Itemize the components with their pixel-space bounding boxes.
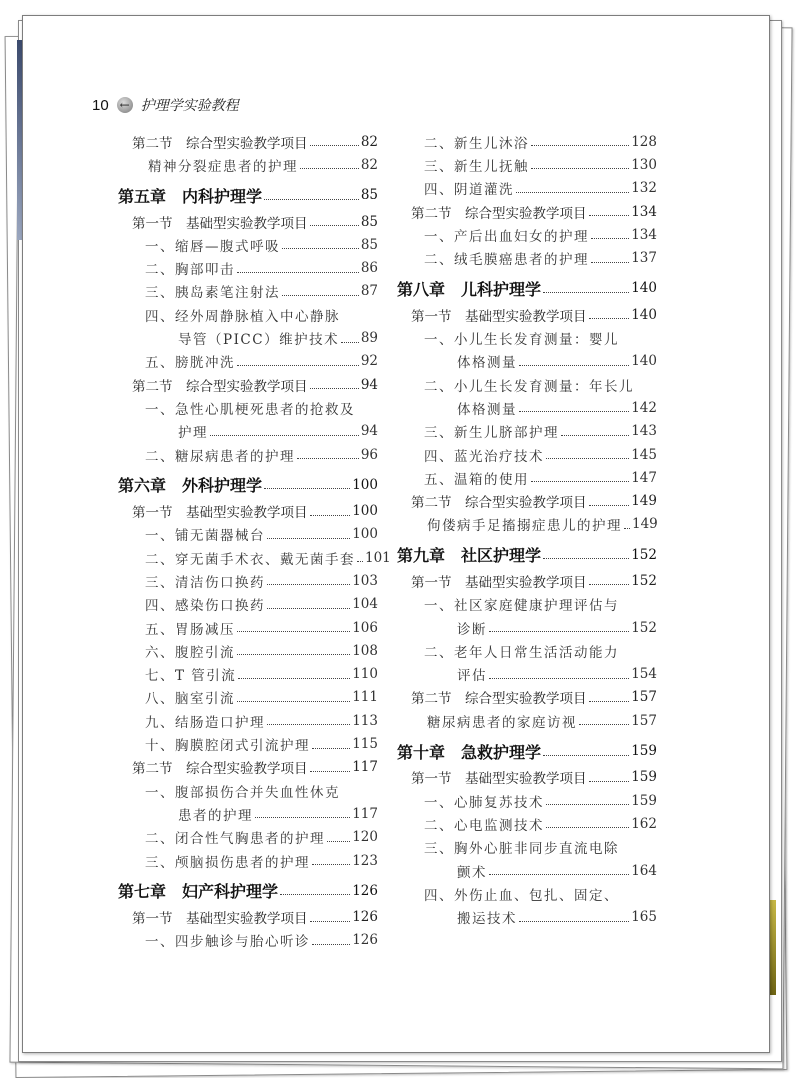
toc-item-entry[interactable] (118, 779, 378, 802)
toc-entry-page: 85 (360, 213, 378, 230)
toc-entry-page: 142 (631, 399, 657, 416)
toc-entry-title: 二、心电监测技术 (424, 817, 544, 834)
toc-entry-page: 106 (352, 619, 378, 636)
toc-item-entry[interactable] (397, 177, 657, 200)
toc-chapter-entry[interactable] (118, 473, 378, 496)
toc-column-left (118, 130, 391, 952)
dot-leader (591, 262, 629, 263)
toc-item-entry[interactable] (118, 396, 378, 419)
toc-item-entry[interactable] (118, 523, 378, 546)
dot-leader (589, 318, 630, 319)
toc-entry-page: 87 (360, 283, 378, 300)
toc-cont-entry[interactable] (118, 326, 378, 349)
dot-leader (237, 272, 359, 273)
toc-entry-title: 十、胸膜腔闭式引流护理 (145, 738, 310, 755)
toc-item-entry[interactable] (397, 420, 657, 443)
toc-item-entry[interactable] (118, 663, 378, 686)
toc-entry-page: 103 (352, 572, 378, 589)
dot-leader (267, 538, 350, 539)
toc-entry-page: 115 (352, 736, 378, 753)
toc-entry-title: 二、绒毛膜癌患者的护理 (424, 252, 589, 269)
toc-entry-title: 五、温箱的使用 (424, 471, 529, 488)
toc-entry-page: 117 (352, 759, 378, 776)
toc-entry-page: 149 (631, 493, 657, 510)
toc-entry-title: 四、感染伤口换药 (145, 598, 265, 615)
arrow-left-icon[interactable]: ← (117, 97, 133, 113)
toc-entry-title: 搬运技术 (457, 911, 517, 928)
toc-item-entry[interactable] (397, 326, 657, 349)
toc-entry-title: 二、胸部叩击 (145, 262, 235, 279)
toc-entry-title: 四、经外周静脉植入中心静脉 (145, 308, 340, 325)
dot-leader (531, 145, 629, 146)
toc-entry-title: 第一节 基础型实验教学项目 (411, 308, 587, 325)
toc-entry-title: 一、小儿生长发育测量：婴儿 (424, 332, 619, 349)
toc-chapter-entry[interactable] (397, 739, 657, 762)
toc-entry-page: 157 (631, 712, 657, 729)
toc-entry-title: 四、蓝光治疗技术 (424, 448, 544, 465)
toc-item-entry[interactable] (397, 639, 657, 662)
dot-leader (238, 678, 350, 679)
toc-entry-title: 一、四步触诊与胎心听诊 (145, 934, 310, 951)
toc-entry-page: 86 (360, 260, 378, 277)
dot-leader (579, 724, 629, 725)
toc-entry-page: 101 (365, 549, 391, 566)
toc-entry-title: 颤术 (457, 864, 487, 881)
toc-entry-title: 三、新生儿抚触 (424, 158, 529, 175)
toc-entry-title: 佝偻病手足搐搦症患儿的护理 (427, 518, 622, 535)
toc-entry-page: 140 (631, 353, 657, 370)
toc-item-entry[interactable] (397, 593, 657, 616)
toc-entry-page: 132 (631, 180, 657, 197)
toc-entry-title: 三、胸外心脏非同步直流电除 (424, 841, 619, 858)
toc-item-entry[interactable] (118, 929, 378, 952)
toc-sub-entry[interactable] (118, 153, 378, 176)
toc-entry-title: 第八章 儿科护理学 (397, 279, 542, 299)
dot-leader (489, 631, 629, 632)
dot-leader (519, 411, 629, 412)
dot-leader (546, 458, 629, 459)
toc-entry-page: 96 (360, 446, 378, 463)
toc-cont-entry[interactable] (397, 906, 657, 929)
toc-chapter-entry[interactable] (397, 543, 657, 566)
dot-leader (357, 561, 363, 562)
toc-entry-title: 评估 (457, 668, 487, 685)
toc-entry-title: 第二节 综合型实验教学项目 (132, 761, 308, 778)
toc-entry-title: 二、糖尿病患者的护理 (145, 448, 295, 465)
toc-item-entry[interactable] (397, 223, 657, 246)
dot-leader (267, 724, 350, 725)
toc-entry-title: 体格测量 (457, 355, 517, 372)
dot-leader (267, 608, 350, 609)
toc-entry-title: 二、老年人日常生活活动能力 (424, 644, 619, 661)
toc-entry-title: 第二节 综合型实验教学项目 (132, 378, 308, 395)
toc-entry-page: 94 (360, 423, 378, 440)
toc-entry-page: 89 (360, 330, 378, 347)
toc-section-entry[interactable] (397, 200, 657, 223)
toc-item-entry[interactable] (397, 812, 657, 835)
toc-entry-title: 一、急性心肌梗死患者的抢救及 (145, 401, 355, 418)
toc-entry-page: 117 (352, 805, 378, 822)
toc-entry-title: 三、清洁伤口换药 (145, 574, 265, 591)
toc-entry-page: 111 (352, 689, 378, 706)
toc-cont-entry[interactable] (118, 420, 378, 443)
toc-item-entry[interactable] (397, 789, 657, 812)
toc-entry-page: 113 (352, 712, 378, 729)
toc-sub-entry[interactable] (397, 709, 657, 732)
dot-leader (624, 528, 630, 529)
toc-entry-page: 126 (352, 882, 378, 899)
toc-section-entry[interactable] (118, 906, 378, 929)
toc-item-entry[interactable] (397, 882, 657, 905)
toc-entry-title: 护理 (178, 425, 208, 442)
toc-section-entry[interactable] (118, 210, 378, 233)
page-number: 10 (92, 96, 109, 114)
toc-entry-page: 134 (631, 203, 657, 220)
toc-entry-page: 134 (631, 226, 657, 243)
toc-entry-title: 一、产后出血妇女的护理 (424, 228, 589, 245)
toc-entry-title: 三、新生儿脐部护理 (424, 425, 559, 442)
dot-leader (267, 584, 350, 585)
toc-entry-page: 140 (631, 280, 657, 297)
dot-leader (280, 894, 350, 895)
toc-entry-page: 120 (352, 829, 378, 846)
toc-entry-title: 四、阴道灌洗 (424, 182, 514, 199)
toc-entry-page: 123 (352, 852, 378, 869)
dot-leader (310, 771, 351, 772)
dot-leader (237, 654, 350, 655)
toc-entry-page: 104 (352, 596, 378, 613)
toc-entry-page: 110 (352, 666, 378, 683)
dot-leader (516, 192, 629, 193)
dot-leader (589, 584, 630, 585)
toc-entry-title: 二、穿无菌手术衣、戴无菌手套 (145, 551, 355, 568)
toc-entry-page: 130 (631, 156, 657, 173)
toc-entry-page: 147 (631, 469, 657, 486)
toc-entry-title: 七、T 管引流 (145, 668, 237, 685)
toc-entry-page: 92 (360, 353, 378, 370)
toc-entry-title: 三、胰岛素笔注射法 (145, 285, 280, 302)
toc-item-entry[interactable] (397, 246, 657, 269)
toc-entry-page: 100 (352, 526, 378, 543)
toc-entry-page: 100 (352, 476, 378, 493)
toc-entry-title: 第一节 基础型实验教学项目 (411, 771, 587, 788)
toc-entry-title: 第一节 基础型实验教学项目 (132, 215, 308, 232)
toc-entry-page: 126 (352, 909, 378, 926)
toc-entry-page: 82 (360, 156, 378, 173)
toc-section-entry[interactable] (118, 499, 378, 522)
dot-leader (546, 827, 629, 828)
dot-leader (237, 365, 359, 366)
dot-leader (543, 558, 629, 559)
toc-entry-title: 第一节 基础型实验教学项目 (132, 505, 308, 522)
toc-entry-title: 六、腹腔引流 (145, 644, 235, 661)
dot-leader (589, 505, 630, 506)
toc-section-entry[interactable] (397, 686, 657, 709)
dot-leader (264, 199, 359, 200)
dot-leader (546, 804, 629, 805)
dot-leader (310, 921, 351, 922)
dot-leader (264, 488, 350, 489)
toc-cont-entry[interactable] (397, 616, 657, 639)
toc-chapter-entry[interactable] (118, 184, 378, 207)
toc-entry-title: 患者的护理 (178, 807, 253, 824)
dot-leader (297, 458, 359, 459)
dot-leader (543, 755, 629, 756)
dot-leader (489, 678, 629, 679)
toc-entry-page: 128 (631, 133, 657, 150)
toc-item-entry[interactable] (118, 639, 378, 662)
toc-entry-title: 第十章 急救护理学 (397, 742, 542, 762)
dot-leader (589, 701, 630, 702)
toc-item-entry[interactable] (118, 350, 378, 373)
toc-entry-page: 85 (360, 187, 378, 204)
toc-entry-title: 四、外伤止血、包扎、固定、 (424, 887, 619, 904)
dot-leader (591, 238, 629, 239)
toc-entry-page: 154 (631, 666, 657, 683)
toc-entry-page: 82 (360, 133, 378, 150)
dot-leader (561, 435, 629, 436)
toc-entry-page: 137 (631, 250, 657, 267)
toc-entry-title: 五、膀胱冲洗 (145, 355, 235, 372)
dot-leader (282, 295, 359, 296)
dot-leader (237, 701, 350, 702)
toc-entry-title: 一、腹部损伤合并失血性休克 (145, 784, 340, 801)
dot-leader (312, 748, 350, 749)
toc-entry-title: 体格测量 (457, 401, 517, 418)
dot-leader (519, 921, 629, 922)
toc-entry-title: 第一节 基础型实验教学项目 (132, 911, 308, 928)
toc-entry-page: 157 (631, 689, 657, 706)
toc-entry-page: 165 (631, 909, 657, 926)
toc-entry-title: 第五章 内科护理学 (118, 186, 263, 206)
toc-cont-entry[interactable] (118, 802, 378, 825)
toc-item-entry[interactable] (397, 130, 657, 153)
toc-entry-title: 糖尿病患者的家庭访视 (427, 714, 577, 731)
dot-leader (312, 944, 350, 945)
toc-cont-entry[interactable] (397, 396, 657, 419)
dot-leader (300, 168, 359, 169)
dot-leader (210, 435, 359, 436)
toc-entry-page: 159 (631, 769, 657, 786)
toc-item-entry[interactable] (118, 732, 378, 755)
toc-cont-entry[interactable] (397, 350, 657, 373)
dot-leader (312, 864, 350, 865)
toc-entry-title: 诊断 (457, 621, 487, 638)
toc-entry-page: 143 (631, 423, 657, 440)
toc-sub-entry[interactable] (397, 513, 657, 536)
toc-entry-title: 精神分裂症患者的护理 (148, 158, 298, 175)
toc-entry-title: 二、小儿生长发育测量：年长儿 (424, 378, 634, 395)
toc-item-entry[interactable] (118, 280, 378, 303)
toc-entry-title: 八、脑室引流 (145, 691, 235, 708)
toc-section-entry[interactable] (397, 569, 657, 592)
toc-entry-title: 第二节 综合型实验教学项目 (411, 205, 587, 222)
toc-cont-entry[interactable] (397, 663, 657, 686)
toc-entry-title: 第二节 综合型实验教学项目 (411, 691, 587, 708)
dot-leader (255, 817, 350, 818)
toc-item-entry[interactable] (397, 466, 657, 489)
dot-leader (282, 248, 359, 249)
toc-entry-title: 导管（PICC）维护技术 (178, 332, 340, 349)
toc-chapter-entry[interactable] (397, 277, 657, 300)
toc-item-entry[interactable] (118, 256, 378, 279)
toc-section-entry[interactable] (397, 303, 657, 326)
dot-leader (589, 215, 630, 216)
toc-entry-page: 152 (631, 619, 657, 636)
toc-entry-page: 140 (631, 306, 657, 323)
dot-leader (310, 225, 359, 226)
toc-item-entry[interactable] (397, 443, 657, 466)
toc-entry-page: 85 (360, 236, 378, 253)
toc-entry-title: 五、胃肠减压 (145, 621, 235, 638)
toc-entry-title: 二、新生儿沐浴 (424, 135, 529, 152)
toc-entry-title: 九、结肠造口护理 (145, 714, 265, 731)
toc-item-entry[interactable] (118, 593, 378, 616)
toc-entry-title: 第二节 综合型实验教学项目 (132, 135, 308, 152)
toc-item-entry[interactable] (397, 373, 657, 396)
dot-leader (531, 168, 629, 169)
dot-leader (310, 388, 359, 389)
toc-entry-page: 100 (352, 503, 378, 520)
toc-entry-title: 一、社区家庭健康护理评估与 (424, 598, 619, 615)
toc-entry-title: 第六章 外科护理学 (118, 476, 263, 496)
dot-leader (341, 342, 359, 343)
toc-item-entry[interactable] (118, 233, 378, 256)
toc-entry-title: 第七章 妇产科护理学 (118, 882, 279, 902)
toc-entry-page: 149 (632, 516, 658, 533)
toc-cont-entry[interactable] (397, 859, 657, 882)
toc-item-entry[interactable] (118, 849, 378, 872)
toc-item-entry[interactable] (118, 303, 378, 326)
dot-leader (543, 292, 629, 293)
toc-entry-title: 第九章 社区护理学 (397, 546, 542, 566)
dot-leader (589, 781, 630, 782)
toc-entry-title: 三、颅脑损伤患者的护理 (145, 854, 310, 871)
dot-leader (310, 515, 351, 516)
toc-entry-page: 152 (631, 546, 657, 563)
toc-item-entry[interactable] (118, 616, 378, 639)
toc-entry-title: 一、心肺复苏技术 (424, 794, 544, 811)
dot-leader (489, 874, 629, 875)
toc-section-entry[interactable] (118, 130, 378, 153)
toc-entry-page: 126 (352, 932, 378, 949)
toc-item-entry[interactable] (118, 443, 378, 466)
toc-item-entry[interactable] (118, 826, 378, 849)
toc-entry-title: 一、缩唇—腹式呼吸 (145, 238, 280, 255)
toc-entry-page: 159 (631, 792, 657, 809)
toc-entry-page: 94 (360, 376, 378, 393)
dot-leader (531, 481, 629, 482)
toc-entry-title: 第二节 综合型实验教学项目 (411, 495, 587, 512)
toc-entry-page: 152 (631, 572, 657, 589)
toc-item-entry[interactable] (118, 709, 378, 732)
toc-section-entry[interactable] (397, 766, 657, 789)
toc-entry-title: 第一节 基础型实验教学项目 (411, 574, 587, 591)
toc-entry-page: 159 (631, 743, 657, 760)
running-header (92, 95, 239, 115)
dot-leader (519, 365, 629, 366)
toc-column-right (397, 130, 657, 929)
toc-entry-page: 145 (631, 446, 657, 463)
toc-entry-page: 164 (631, 862, 657, 879)
dot-leader (327, 841, 350, 842)
toc-entry-title: 一、铺无菌器械台 (145, 528, 265, 545)
toc-chapter-entry[interactable] (118, 879, 378, 902)
toc-item-entry[interactable] (397, 153, 657, 176)
dot-leader (310, 145, 359, 146)
dot-leader (237, 631, 350, 632)
toc-section-entry[interactable] (118, 373, 378, 396)
toc-item-entry[interactable] (118, 686, 378, 709)
toc-item-entry[interactable] (397, 836, 657, 859)
toc-entry-page: 162 (631, 815, 657, 832)
toc-item-entry[interactable] (118, 546, 391, 569)
toc-item-entry[interactable] (118, 569, 378, 592)
toc-entry-title: 二、闭合性气胸患者的护理 (145, 831, 325, 848)
book-title: 护理学实验教程 (140, 98, 239, 114)
toc-entry-page: 108 (352, 642, 378, 659)
toc-section-entry[interactable] (397, 489, 657, 512)
toc-section-entry[interactable] (118, 756, 378, 779)
